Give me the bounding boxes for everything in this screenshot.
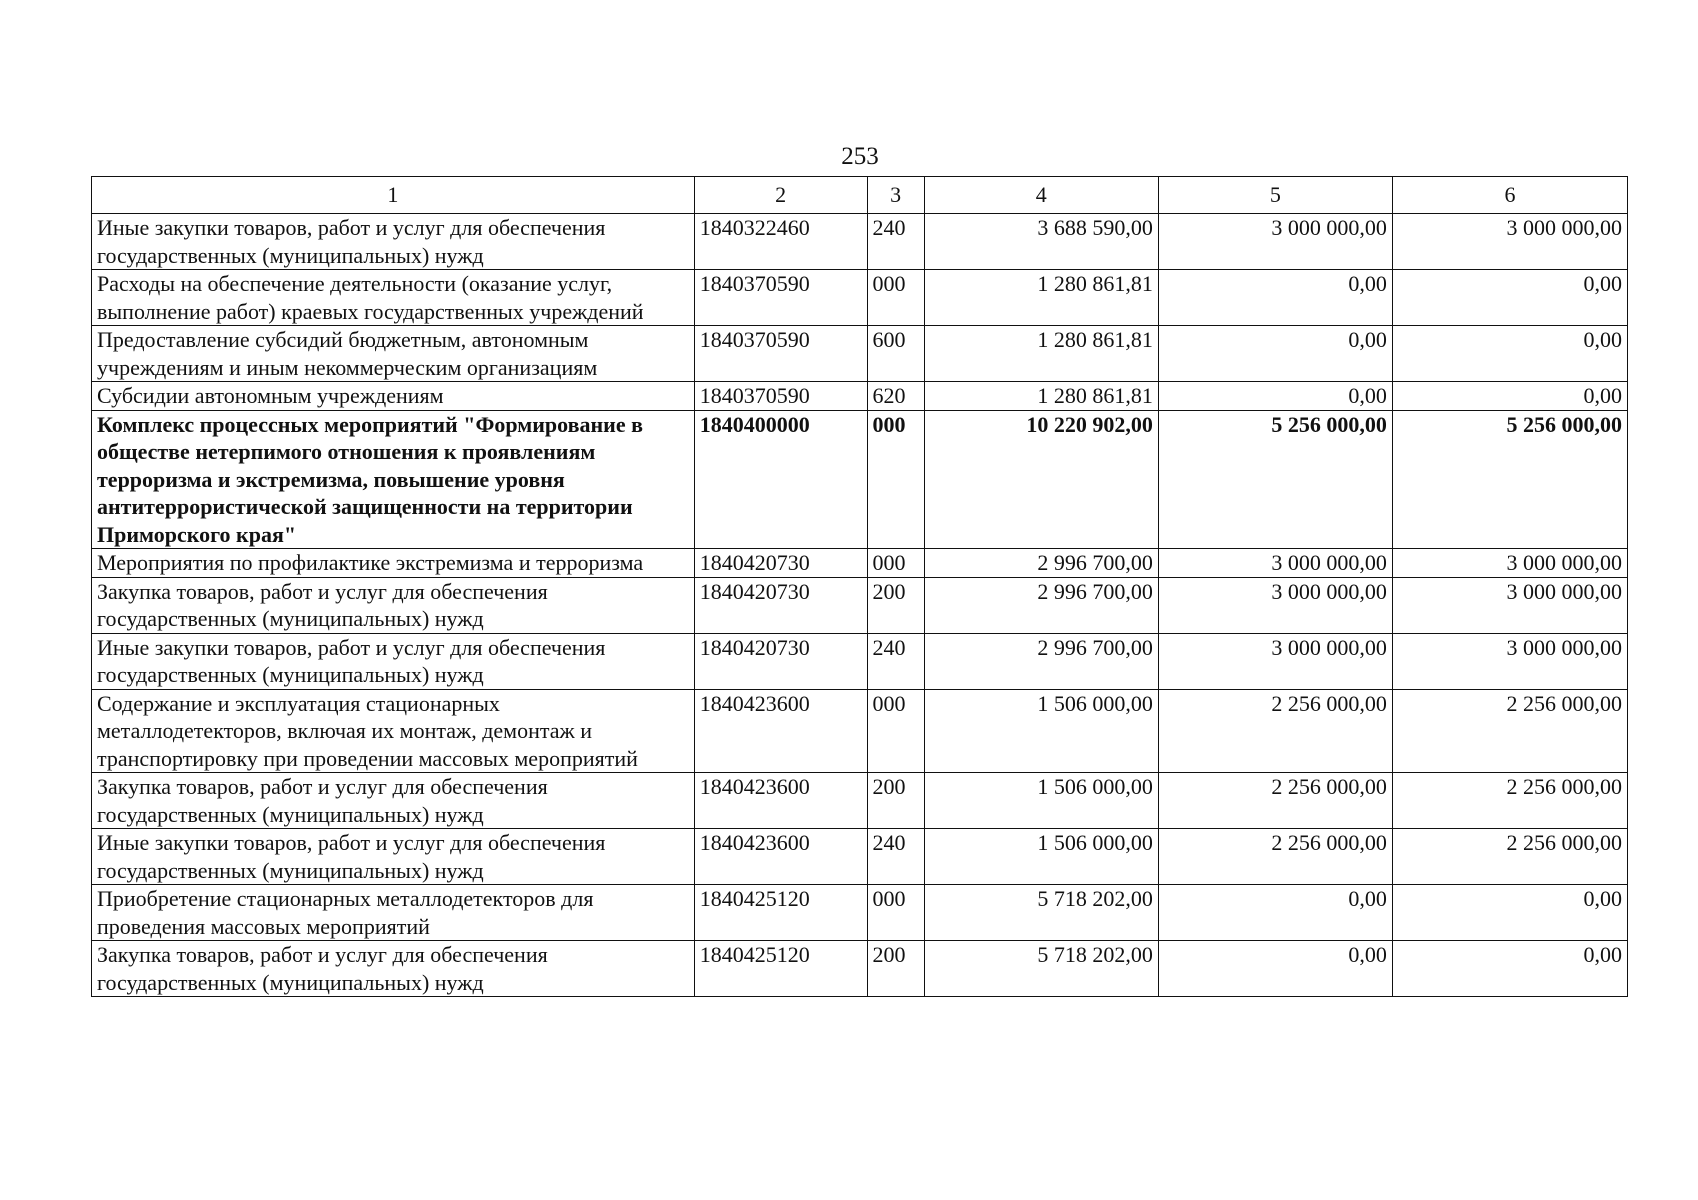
row-amount-col5-cell: 3 000 000,00 bbox=[1158, 549, 1392, 578]
row-code-cell: 1840370590 bbox=[694, 382, 867, 411]
row-name-cell: Мероприятия по профилактике экстремизма и терроризма bbox=[92, 549, 695, 578]
row-amount-col4-cell: 2 996 700,00 bbox=[924, 577, 1158, 633]
row-amount-col5-cell: 3 000 000,00 bbox=[1158, 633, 1392, 689]
row-type-cell: 600 bbox=[867, 326, 924, 382]
row-type-cell: 000 bbox=[867, 270, 924, 326]
row-amount-col4-cell: 1 506 000,00 bbox=[924, 773, 1158, 829]
table-row bbox=[92, 577, 1628, 633]
row-code-cell: 1840425120 bbox=[694, 885, 867, 941]
row-amount-col6-cell: 2 256 000,00 bbox=[1392, 829, 1627, 885]
row-type-cell: 000 bbox=[867, 410, 924, 549]
table-row bbox=[92, 941, 1628, 997]
row-amount-col4-cell: 1 280 861,81 bbox=[924, 382, 1158, 411]
row-code-cell: 1840400000 bbox=[694, 410, 867, 549]
column-header-2: 2 bbox=[694, 177, 867, 214]
row-amount-col6-cell: 3 000 000,00 bbox=[1392, 577, 1627, 633]
row-amount-col4-cell: 1 506 000,00 bbox=[924, 689, 1158, 773]
row-amount-col4-cell: 1 280 861,81 bbox=[924, 270, 1158, 326]
row-type-cell: 200 bbox=[867, 941, 924, 997]
row-code-cell: 1840423600 bbox=[694, 829, 867, 885]
column-header-6: 6 bbox=[1392, 177, 1627, 214]
row-name-cell: Иные закупки товаров, работ и услуг для обеспечения государственных (муниципальных) нужд bbox=[92, 214, 695, 270]
column-header-1: 1 bbox=[92, 177, 695, 214]
row-amount-col5-cell: 0,00 bbox=[1158, 326, 1392, 382]
table-row bbox=[92, 689, 1628, 773]
table-row bbox=[92, 382, 1628, 411]
row-amount-col4-cell: 3 688 590,00 bbox=[924, 214, 1158, 270]
row-type-cell: 000 bbox=[867, 549, 924, 578]
row-amount-col6-cell: 3 000 000,00 bbox=[1392, 549, 1627, 578]
row-name-cell: Закупка товаров, работ и услуг для обеспечения государственных (муниципальных) нужд bbox=[92, 773, 695, 829]
row-code-cell: 1840423600 bbox=[694, 773, 867, 829]
row-code-cell: 1840425120 bbox=[694, 941, 867, 997]
column-header-5: 5 bbox=[1158, 177, 1392, 214]
budget-table bbox=[91, 176, 1628, 997]
row-amount-col5-cell: 5 256 000,00 bbox=[1158, 410, 1392, 549]
row-name-cell: Закупка товаров, работ и услуг для обеспечения государственных (муниципальных) нужд bbox=[92, 941, 695, 997]
table-row bbox=[92, 214, 1628, 270]
table-row bbox=[92, 326, 1628, 382]
row-amount-col4-cell: 1 506 000,00 bbox=[924, 829, 1158, 885]
table-body bbox=[92, 214, 1628, 997]
row-name-cell: Приобретение стационарных металлодетекторов для проведения массовых мероприятий bbox=[92, 885, 695, 941]
row-type-cell: 000 bbox=[867, 885, 924, 941]
row-amount-col6-cell: 0,00 bbox=[1392, 885, 1627, 941]
column-header-3: 3 bbox=[867, 177, 924, 214]
row-name-cell: Субсидии автономным учреждениям bbox=[92, 382, 695, 411]
row-amount-col4-cell: 2 996 700,00 bbox=[924, 549, 1158, 578]
row-amount-col6-cell: 2 256 000,00 bbox=[1392, 689, 1627, 773]
row-name-cell: Предоставление субсидий бюджетным, автономным учреждениям и иным некоммерческим организациям bbox=[92, 326, 695, 382]
row-amount-col6-cell: 0,00 bbox=[1392, 270, 1627, 326]
table-row bbox=[92, 829, 1628, 885]
row-type-cell: 240 bbox=[867, 214, 924, 270]
table-row bbox=[92, 270, 1628, 326]
row-amount-col4-cell: 2 996 700,00 bbox=[924, 633, 1158, 689]
row-amount-col5-cell: 0,00 bbox=[1158, 382, 1392, 411]
row-amount-col6-cell: 0,00 bbox=[1392, 941, 1627, 997]
row-type-cell: 200 bbox=[867, 577, 924, 633]
row-amount-col4-cell: 1 280 861,81 bbox=[924, 326, 1158, 382]
row-amount-col5-cell: 2 256 000,00 bbox=[1158, 773, 1392, 829]
row-amount-col6-cell: 0,00 bbox=[1392, 326, 1627, 382]
row-amount-col6-cell: 3 000 000,00 bbox=[1392, 214, 1627, 270]
column-header-4: 4 bbox=[924, 177, 1158, 214]
row-amount-col6-cell: 2 256 000,00 bbox=[1392, 773, 1627, 829]
row-type-cell: 200 bbox=[867, 773, 924, 829]
row-amount-col5-cell: 0,00 bbox=[1158, 270, 1392, 326]
row-amount-col6-cell: 3 000 000,00 bbox=[1392, 633, 1627, 689]
row-name-cell: Расходы на обеспечение деятельности (оказание услуг, выполнение работ) краевых государственных учреждений bbox=[92, 270, 695, 326]
table-row bbox=[92, 773, 1628, 829]
row-amount-col5-cell: 0,00 bbox=[1158, 885, 1392, 941]
table-header-row bbox=[92, 177, 1628, 214]
row-code-cell: 1840370590 bbox=[694, 326, 867, 382]
row-code-cell: 1840420730 bbox=[694, 633, 867, 689]
row-amount-col5-cell: 3 000 000,00 bbox=[1158, 214, 1392, 270]
row-code-cell: 1840420730 bbox=[694, 549, 867, 578]
row-amount-col4-cell: 5 718 202,00 bbox=[924, 885, 1158, 941]
row-code-cell: 1840423600 bbox=[694, 689, 867, 773]
row-amount-col5-cell: 2 256 000,00 bbox=[1158, 689, 1392, 773]
row-amount-col6-cell: 5 256 000,00 bbox=[1392, 410, 1627, 549]
row-code-cell: 1840420730 bbox=[694, 577, 867, 633]
table-row bbox=[92, 410, 1628, 549]
row-amount-col4-cell: 10 220 902,00 bbox=[924, 410, 1158, 549]
row-name-cell: Комплекс процессных мероприятий "Формирование в обществе нетерпимого отношения к проявлениям терроризма и экстремизма, повышение уровня антитеррористической защищенности на территории Приморского края" bbox=[92, 410, 695, 549]
row-code-cell: 1840370590 bbox=[694, 270, 867, 326]
row-type-cell: 240 bbox=[867, 633, 924, 689]
row-type-cell: 000 bbox=[867, 689, 924, 773]
page-number: 253 bbox=[841, 143, 879, 170]
row-code-cell: 1840322460 bbox=[694, 214, 867, 270]
row-type-cell: 620 bbox=[867, 382, 924, 411]
table-row bbox=[92, 549, 1628, 578]
row-amount-col4-cell: 5 718 202,00 bbox=[924, 941, 1158, 997]
row-amount-col5-cell: 2 256 000,00 bbox=[1158, 829, 1392, 885]
row-amount-col6-cell: 0,00 bbox=[1392, 382, 1627, 411]
table-row bbox=[92, 885, 1628, 941]
row-name-cell: Содержание и эксплуатация стационарных металлодетекторов, включая их монтаж, демонтаж и транспортировку при проведении массовых мероприятий bbox=[92, 689, 695, 773]
row-amount-col5-cell: 3 000 000,00 bbox=[1158, 577, 1392, 633]
table-row bbox=[92, 633, 1628, 689]
row-name-cell: Закупка товаров, работ и услуг для обеспечения государственных (муниципальных) нужд bbox=[92, 577, 695, 633]
row-type-cell: 240 bbox=[867, 829, 924, 885]
row-amount-col5-cell: 0,00 bbox=[1158, 941, 1392, 997]
row-name-cell: Иные закупки товаров, работ и услуг для обеспечения государственных (муниципальных) нужд bbox=[92, 829, 695, 885]
row-name-cell: Иные закупки товаров, работ и услуг для обеспечения государственных (муниципальных) нужд bbox=[92, 633, 695, 689]
